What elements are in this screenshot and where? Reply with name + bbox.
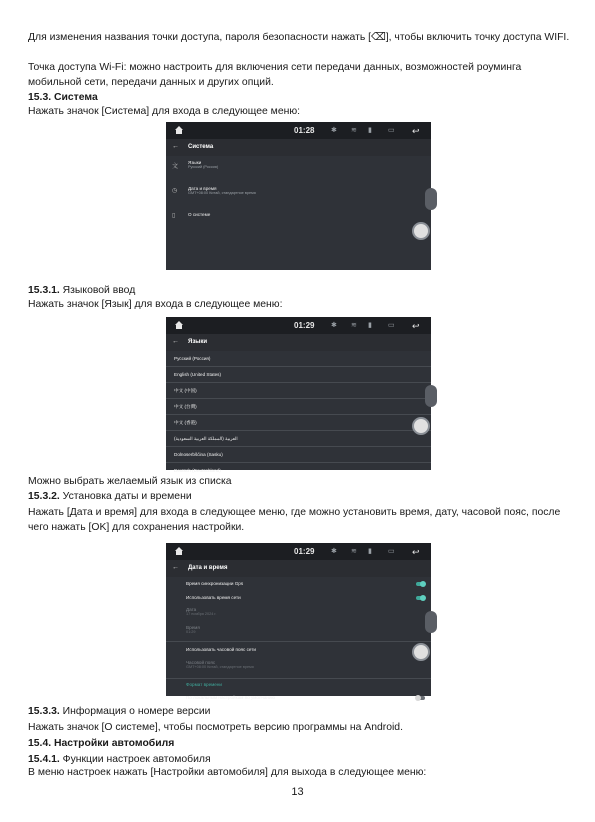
- intro-paragraph-1: Для изменения названия точки доступа, пароля безопасности нажать [⌫], чтобы включить точку доступа WIFI.: [28, 32, 570, 43]
- antenna-icon: ✱: [331, 127, 337, 134]
- default-locale-toggle[interactable]: [416, 696, 425, 700]
- language-icon: 文: [172, 164, 179, 170]
- list-item[interactable]: Использовать время сети: [166, 591, 431, 605]
- lock-icon: ▮: [368, 322, 372, 329]
- list-item: Формат времени: [186, 682, 222, 687]
- version-instruction: Нажать значок [О системе], чтобы посмотреть версию программы на Android.: [28, 722, 403, 733]
- list-item[interactable]: Dolnoserbšćina (Sasku): [166, 447, 431, 463]
- list-item[interactable]: Deutsch (Deutschland): [174, 468, 221, 473]
- status-bar: [166, 122, 431, 139]
- clock-icon: ◷: [172, 188, 178, 194]
- lock-icon: ▮: [368, 548, 372, 555]
- back-arrow-icon[interactable]: ↩: [412, 547, 420, 557]
- screenshot-system-menu: [166, 122, 431, 270]
- screenshot-date-time-menu: [166, 543, 431, 700]
- system-instruction: Нажать значок [Система] для входа в следующее меню:: [28, 106, 301, 117]
- window-icon: ▭: [388, 548, 395, 555]
- lock-icon: ▮: [368, 127, 372, 134]
- back-icon[interactable]: ←: [172, 564, 179, 571]
- heading-car-settings: 15.4. Настройки автомобиля: [28, 738, 175, 749]
- status-time: 01:28: [294, 126, 315, 135]
- side-handle[interactable]: [425, 611, 437, 633]
- list-item[interactable]: Русский (Россия): [166, 351, 431, 367]
- screenshot-languages-menu: [166, 317, 431, 473]
- wifi-icon: ≋: [351, 322, 357, 329]
- heading-language: 15.3.1. Языковой ввод: [28, 285, 136, 296]
- heading-date-time: 15.3.2. Установка даты и времени: [28, 491, 192, 502]
- title-bar: [166, 139, 431, 156]
- list-item[interactable]: 中文 (中国): [166, 383, 431, 399]
- list-item[interactable]: По локальным настройкам по умолчанию: [166, 691, 431, 705]
- floating-button[interactable]: [412, 643, 430, 661]
- antenna-icon: ✱: [331, 548, 337, 555]
- date-time-instruction: Нажать [Дата и время] для входа в следующее меню, где можно установить время, дату, часовой пояс, после чего нажать [OK] для сохранения настройки.: [28, 507, 561, 533]
- list-item[interactable]: 中文 (台灣): [166, 399, 431, 415]
- side-handle[interactable]: [425, 188, 437, 210]
- list-item[interactable]: العربية (المملكة العربية السعودية): [166, 431, 431, 447]
- network-time-toggle[interactable]: [416, 596, 425, 600]
- list-item[interactable]: Использовать часовой пояс сети: [186, 647, 256, 652]
- list-item: Часовой пояс GMT+08:00 Китай, стандартное время: [166, 658, 431, 679]
- home-icon: [174, 320, 184, 330]
- heading-car-functions: 15.4.1. Функции настроек автомобиля: [28, 754, 211, 765]
- title-bar: [166, 560, 431, 577]
- list-item[interactable]: ◷ Дата и время GMT+08:00 Китай, стандартное время: [172, 186, 256, 195]
- list-item[interactable]: 中文 (香港): [166, 415, 431, 431]
- language-note: Можно выбрать желаемый язык из списка: [28, 476, 232, 487]
- home-icon: [174, 546, 184, 556]
- list-item[interactable]: ▯ О системе: [172, 212, 211, 219]
- heading-system: 15.3. Система: [28, 92, 98, 103]
- language-instruction: Нажать значок [Язык] для входа в следующее меню:: [28, 299, 283, 310]
- window-icon: ▭: [388, 322, 395, 329]
- phone-icon: ▯: [172, 213, 176, 219]
- list-item[interactable]: Время синхронизации Gps: [166, 577, 431, 591]
- back-icon[interactable]: ←: [172, 338, 179, 345]
- screen-title: Дата и время: [188, 565, 228, 571]
- list-item: Время 01:29: [166, 623, 431, 642]
- back-arrow-icon[interactable]: ↩: [412, 126, 420, 136]
- side-handle[interactable]: [425, 385, 437, 407]
- status-bar: [166, 543, 431, 560]
- back-icon[interactable]: ←: [172, 143, 179, 150]
- wifi-icon: ≋: [351, 548, 357, 555]
- floating-button[interactable]: [412, 417, 430, 435]
- title-bar: [166, 334, 431, 351]
- screen-title: Языки: [188, 339, 208, 345]
- status-time: 01:29: [294, 547, 315, 556]
- floating-button[interactable]: [412, 222, 430, 240]
- status-time: 01:29: [294, 321, 315, 330]
- list-item[interactable]: 文 Языки Русский (Россия): [172, 160, 219, 170]
- screen-title: Система: [188, 144, 214, 150]
- home-icon: [174, 125, 184, 135]
- antenna-icon: ✱: [331, 322, 337, 329]
- heading-version: 15.3.3. Информация о номере версии: [28, 706, 211, 717]
- back-arrow-icon[interactable]: ↩: [412, 321, 420, 331]
- car-settings-instruction: В меню настроек нажать [Настройки автомобиля] для выхода в следующее меню:: [28, 767, 427, 778]
- gps-sync-toggle[interactable]: [416, 582, 425, 586]
- wifi-icon: ≋: [351, 127, 357, 134]
- list-item[interactable]: English (United States): [166, 367, 431, 383]
- status-bar: [166, 317, 431, 334]
- window-icon: ▭: [388, 127, 395, 134]
- page-number: 13: [291, 786, 304, 798]
- intro-paragraph-2: Точка доступа Wi-Fi: можно настроить для включения сети передачи данных, возможностей роуминга мобильной сети, передачи данных и других опций.: [28, 62, 522, 88]
- list-item: Дата 17 ноября 2024 г.: [186, 607, 217, 616]
